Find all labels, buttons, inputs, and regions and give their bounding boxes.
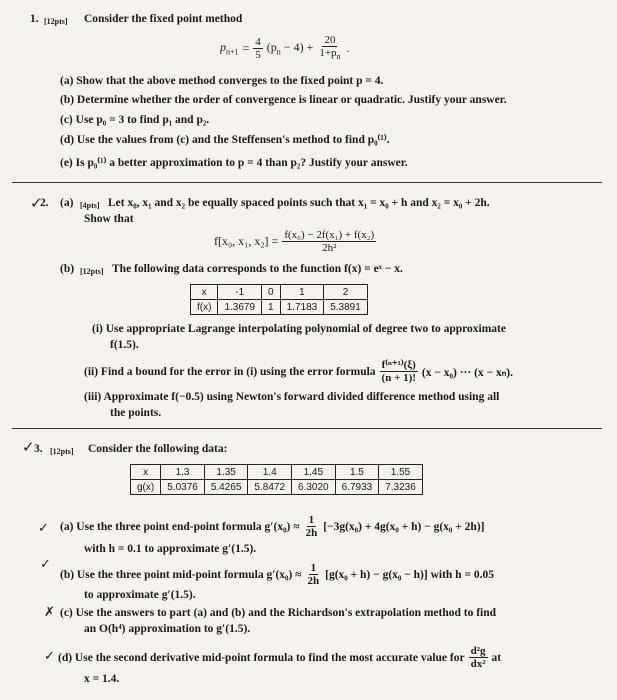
- q2-iii-cont: the points.: [110, 407, 162, 419]
- q3a-check-mark: ✓: [38, 520, 49, 535]
- q2-a-show: Show that: [84, 213, 134, 225]
- table-cell: 7.3236: [379, 480, 423, 495]
- q2-a-points: [4pts]: [80, 201, 100, 210]
- table-cell: 6.3020: [292, 480, 336, 495]
- q3-a-frac: $\frac{1}{2h}$: [305, 514, 318, 539]
- q2-b-label: (b): [60, 263, 75, 275]
- q1-frac1: $\frac{4}{5}$: [255, 36, 261, 62]
- q1-frac2: $\frac{20}{1+p_n}$: [319, 34, 341, 62]
- q2-i: (i) Use appropriate Lagrange interpolating polynomial of degree two to approximate: [92, 323, 506, 335]
- table-cell: 1.55: [379, 465, 423, 480]
- q3-b: [60, 562, 494, 587]
- q1-part-b: (b) Determine whether the order of convergence is linear or quadratic. Justify your answer.: [60, 94, 507, 106]
- table-cell: x: [191, 285, 218, 300]
- table-cell: g(x): [131, 480, 161, 495]
- table-row: [131, 465, 423, 480]
- table-cell: 5.0376: [161, 480, 205, 495]
- q2-ii: [84, 359, 513, 384]
- q2-number: 2.: [40, 197, 49, 209]
- table-cell: x: [131, 465, 161, 480]
- table-cell: 1: [262, 300, 281, 315]
- q2-ii-frac: $\frac{\text{f⁽ⁿ⁺¹⁾(ξ)}}{(n + 1)!}$: [381, 359, 416, 384]
- table-cell: 5.8472: [248, 480, 292, 495]
- table-cell: 0: [262, 285, 281, 300]
- q1-part-e: (e) Is p₀⁽¹⁾ a better approximation to p = 4 than p₂? Justify your answer.: [60, 157, 408, 169]
- q3-a-pre: (a) Use the three point end-point formula g′(x₀) ≈: [60, 520, 300, 533]
- q2-b-points: [12pts]: [80, 267, 104, 276]
- q3-points: [12pts]: [50, 447, 74, 456]
- q2-divided-difference: [214, 229, 376, 254]
- q2-data-table: [190, 284, 368, 315]
- q3-a-cont: with h = 0.1 to approximate g′(1.5).: [84, 543, 257, 555]
- q1-part-d: (d) Use the values from (c) and the Steffensen's method to find p₀⁽¹⁾.: [60, 134, 390, 146]
- q3-intro: Consider the following data:: [88, 443, 228, 455]
- q3-b-frac: $\frac{1}{2h}$: [307, 562, 320, 587]
- table-cell: 5.3891: [324, 300, 368, 315]
- q3-check-mark: ✓: [22, 440, 35, 456]
- q3-b-cont: to approximate g′(1.5).: [84, 589, 196, 601]
- q3c-mark: ✗: [44, 604, 55, 619]
- table-cell: 5.4265: [204, 480, 248, 495]
- q1-number: 1.: [30, 13, 39, 25]
- q3d-check-mark: ✓: [44, 648, 55, 663]
- table-cell: 1.35: [204, 465, 248, 480]
- q1-formula-end: .: [346, 41, 350, 56]
- table-cell: 1.4: [248, 465, 292, 480]
- q3-number: 3.: [34, 443, 43, 455]
- q3-a-post: [−3g(x₀) + 4g(x₀ + h) − g(x₀ + 2h)]: [323, 520, 485, 533]
- q2-check-mark: ✓: [30, 196, 43, 212]
- q3-c-cont: an O(h⁴) approximation to g′(1.5).: [84, 623, 251, 635]
- table-cell: f(x): [191, 300, 218, 315]
- q2-ii-post: (x − x₀) ··· (x − xₙ).: [421, 366, 514, 379]
- q3-data-table: [130, 464, 423, 495]
- q3-d-pre: (d) Use the second derivative mid-point formula to find the most accurate value for: [58, 651, 465, 664]
- q2-dd-frac: $\frac{\text{f(x₀) − 2f(x₁) + f(x₂)}}{\text{2h²}}$: [284, 229, 375, 254]
- q1-points: [12pts]: [44, 17, 68, 26]
- table-cell: 1.3679: [218, 300, 262, 315]
- q3-b-pre: (b) Use the three point mid-point formula g′(x₀) ≈: [60, 568, 302, 581]
- table-cell: 2: [324, 285, 368, 300]
- q1-formula-mid: $(p_n - 4)$ +: [266, 40, 314, 57]
- q1-formula-eq: =: [242, 41, 250, 56]
- divider-2: [12, 428, 602, 429]
- q2-dd-lhs: f[x₀, x₁, x₂] =: [214, 234, 279, 248]
- q3-d: [58, 645, 501, 670]
- q2-a-text: Let x₀, x₁ and x₂ be equally spaced points such that x₁ = x₀ + h and x₂ = x₀ + 2h.: [108, 197, 490, 209]
- q3-d-cont: x = 1.4.: [84, 673, 120, 685]
- q2-b-text: The following data corresponds to the function f(x) = eˣ − x.: [112, 263, 403, 275]
- table-cell: 1: [280, 285, 324, 300]
- table-cell: -1: [218, 285, 262, 300]
- divider-1: [12, 182, 602, 183]
- table-row: [131, 480, 423, 495]
- q1-part-c: (c) Use p₀ = 3 to find p₁ and p₂.: [60, 114, 210, 126]
- table-cell: 1.3: [161, 465, 205, 480]
- q2-i-cont: f(1.5).: [110, 339, 139, 351]
- q1-part-a: (a) Show that the above method converges to the fixed point p = 4.: [60, 75, 384, 87]
- q3-b-post: [g(x₀ + h) − g(x₀ − h)] with h = 0.05: [325, 568, 494, 581]
- table-cell: 1.45: [292, 465, 336, 480]
- q1-formula-lhs: $p_{n+1}$: [220, 40, 239, 57]
- table-cell: 1.5: [335, 465, 379, 480]
- q2-a-label: (a): [60, 197, 74, 209]
- q1-intro: Consider the fixed point method: [84, 13, 243, 25]
- q3-d-frac: $\frac{\text{d²g}}{\text{dx²}}$: [470, 645, 486, 670]
- table-cell: 6.7933: [335, 480, 379, 495]
- q3-c: (c) Use the answers to part (a) and (b) and the Richardson's extrapolation method to find: [60, 607, 497, 619]
- q2-ii-pre: (ii) Find a bound for the error in (i) using the error formula: [84, 365, 376, 378]
- table-row: [191, 300, 368, 315]
- q2-iii: (iii) Approximate f(−0.5) using Newton's forward divided difference method using all: [84, 391, 500, 403]
- q3-d-post: at: [491, 651, 502, 664]
- table-cell: 1.7183: [280, 300, 324, 315]
- table-row: [191, 285, 368, 300]
- q1-formula: [220, 34, 350, 63]
- q3b-check-mark: ✓: [40, 556, 51, 571]
- q3-a: [60, 514, 485, 539]
